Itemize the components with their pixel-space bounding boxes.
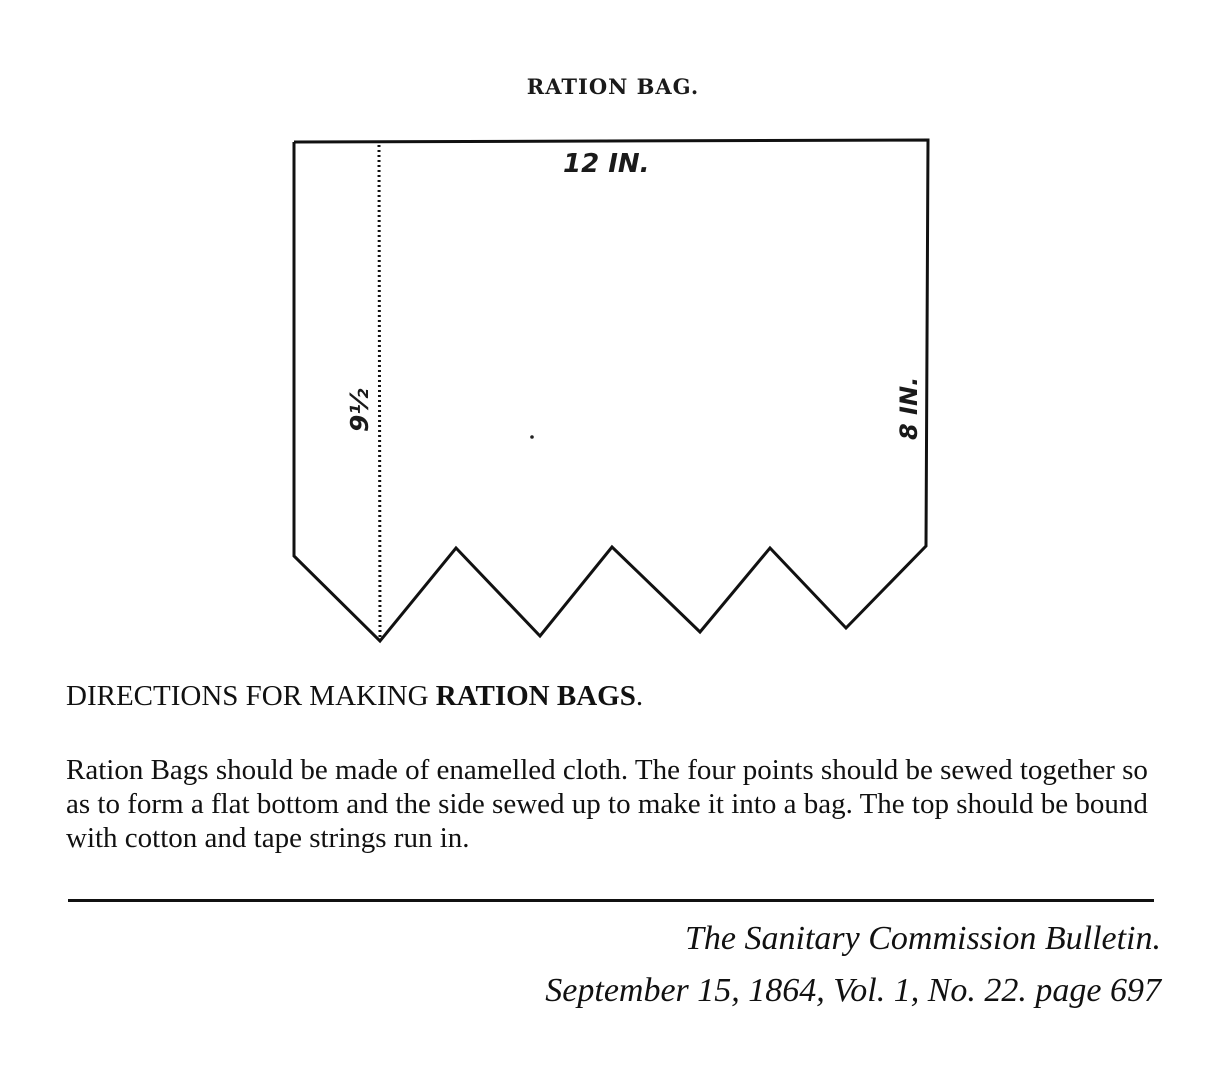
citation-date: September 15, 1864, Vol. 1, No. 22. page 697	[545, 972, 1161, 1009]
heading-bold: RATION BAGS	[435, 680, 636, 712]
pattern-outline	[294, 140, 928, 641]
diagram-title: RATION BAG.	[526, 74, 700, 99]
directions-body: Ration Bags should be made of enamelled cloth. The four points should be sewed together so as to form a flat bottom and the side sewed up to make it into a bag. The top should be bound with cotton and tape strings run in.	[66, 754, 1148, 854]
left-dimension-label: 9½	[345, 388, 374, 432]
divider-rule	[68, 899, 1154, 902]
right-dimension-label: 8 IN.	[895, 376, 923, 440]
top-dimension-label: 12 IN.	[563, 149, 650, 179]
heading-prefix: DIRECTIONS FOR MAKING	[66, 680, 436, 712]
seam-line	[379, 145, 380, 638]
center-dot	[530, 435, 534, 439]
citation-source: The Sanitary Commission Bulletin.	[685, 920, 1161, 957]
directions-heading	[66, 680, 643, 713]
heading-suffix: .	[635, 680, 644, 712]
